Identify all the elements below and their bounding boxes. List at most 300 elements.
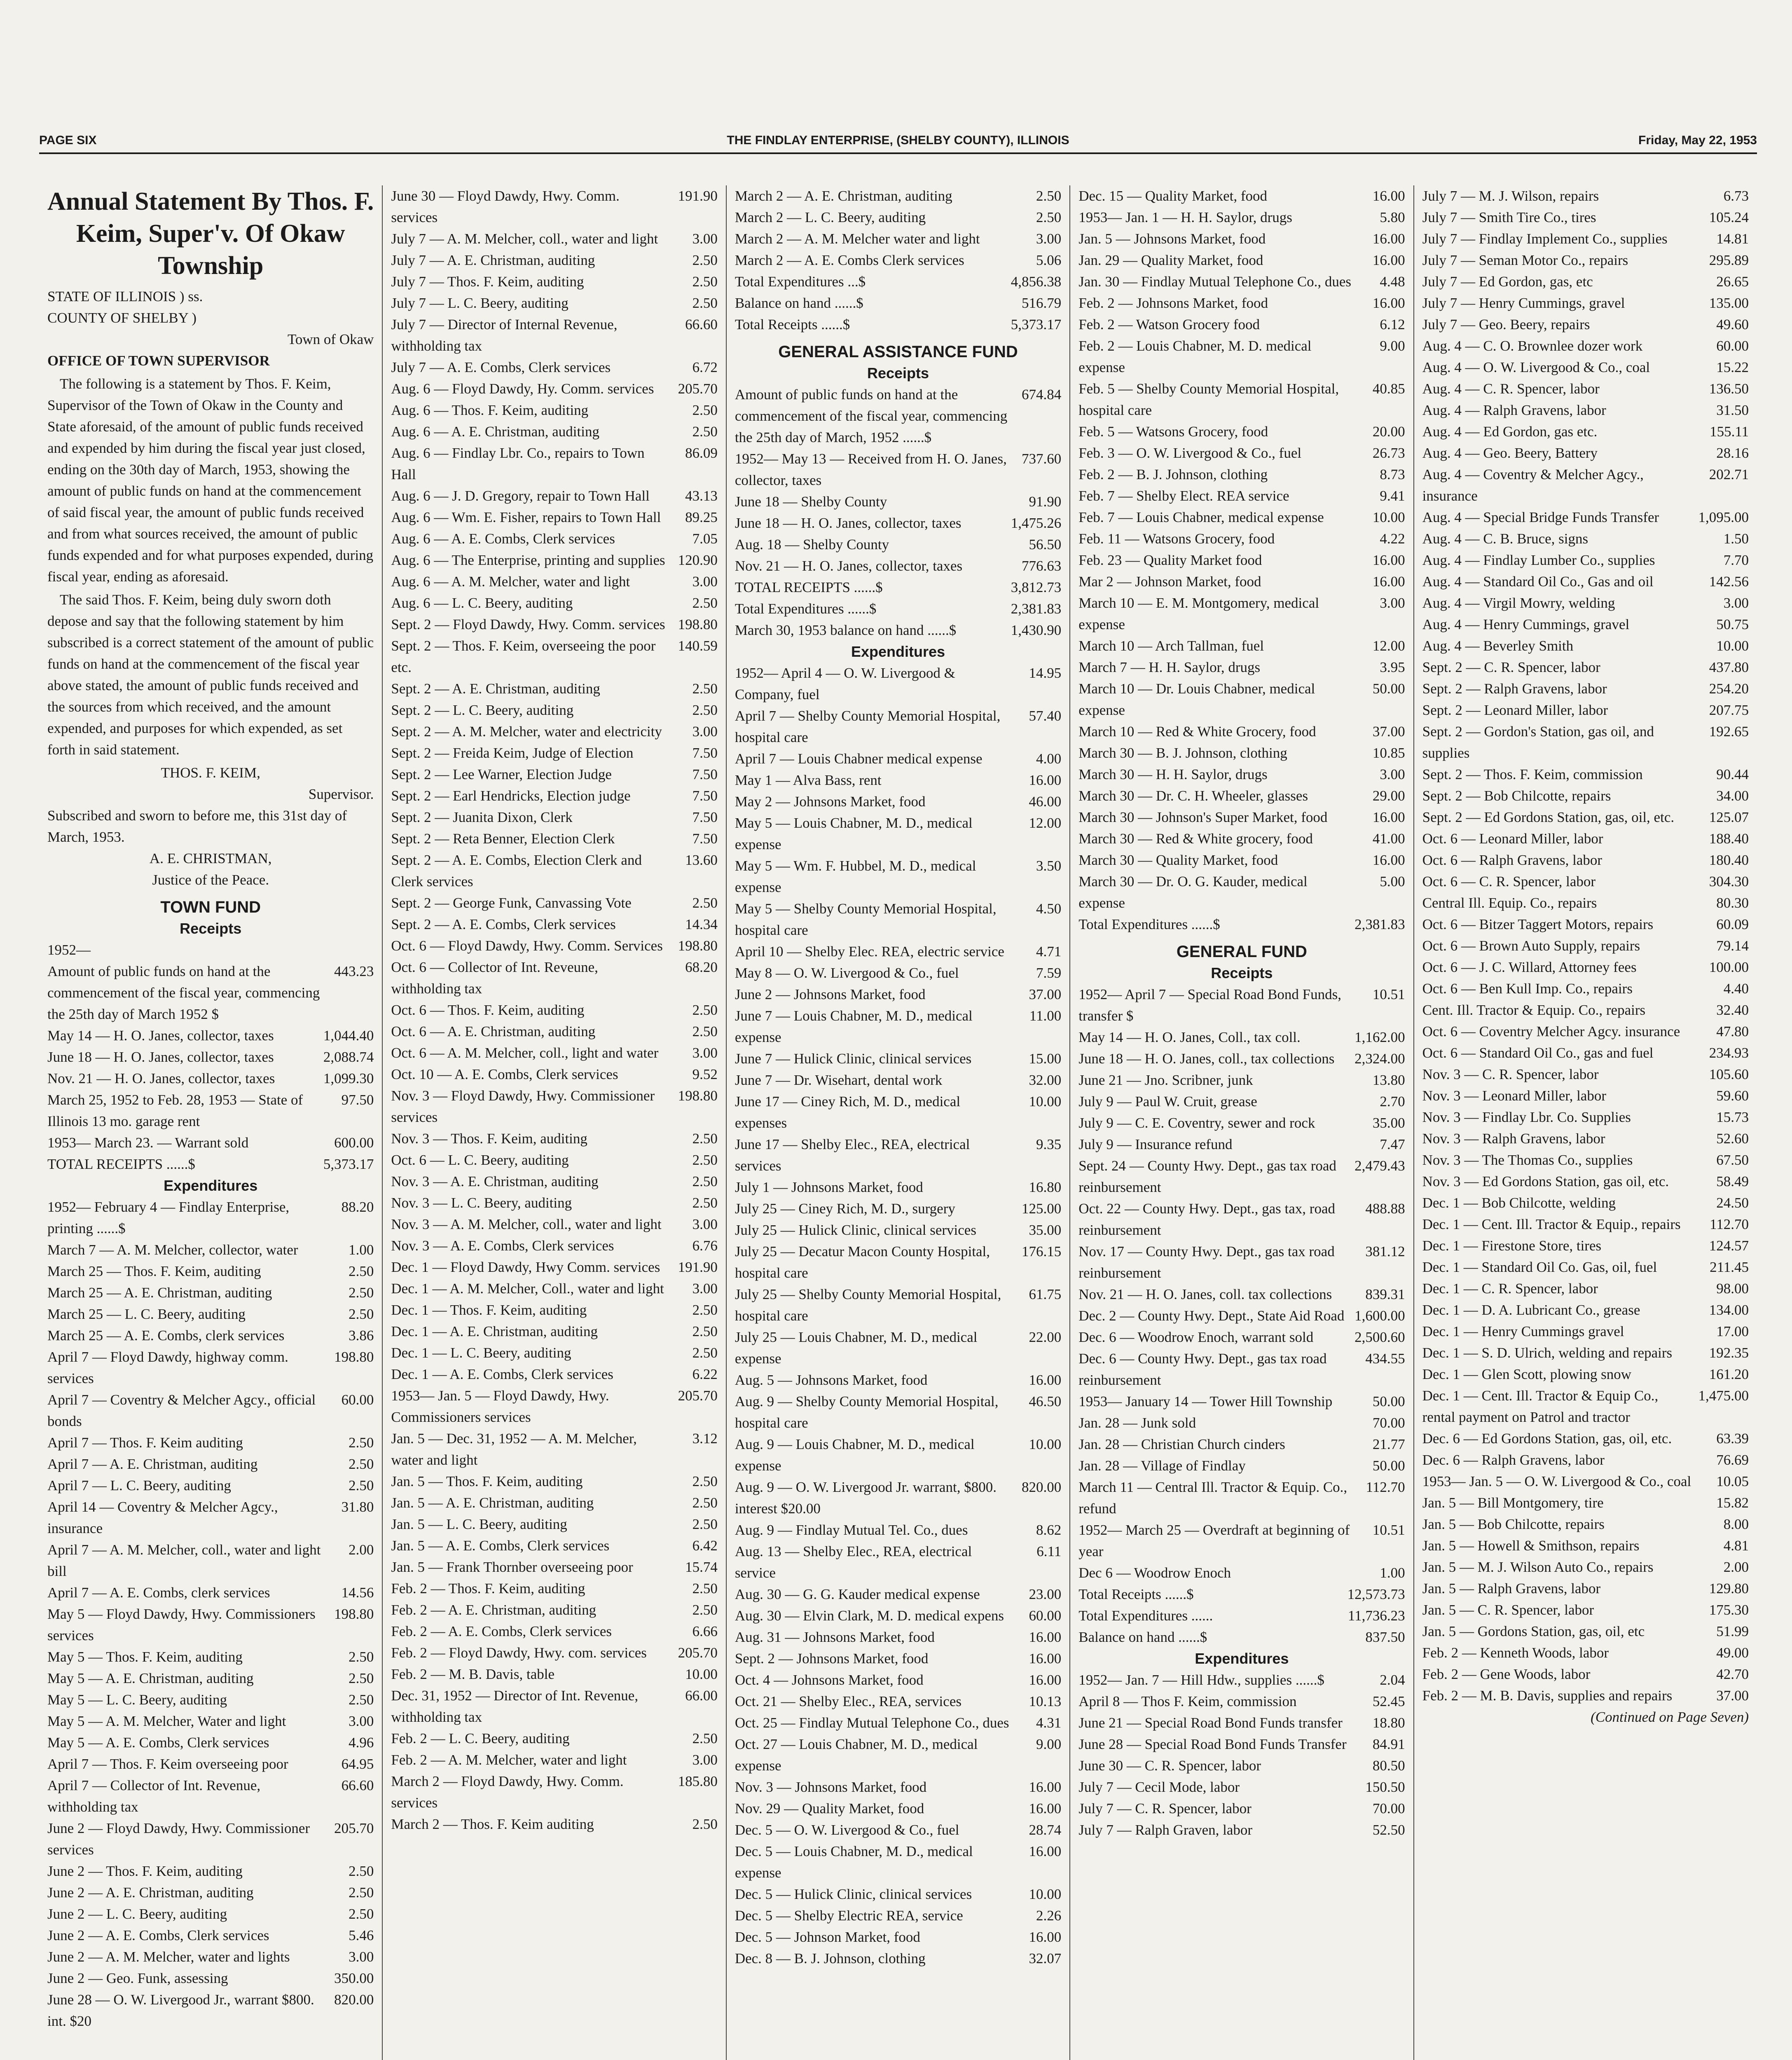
entry-amount: 350.00: [334, 1970, 374, 1986]
entry-description: Sept. 2 — Bob Chilcotte, repairs: [1422, 788, 1611, 804]
entry-row: [47, 1946, 374, 1968]
entry-amount: 2.50: [349, 1477, 374, 1494]
entry-description: April 7 — Coventry & Melcher Agcy., official bonds: [47, 1392, 316, 1429]
entry-amount: 14.34: [685, 916, 718, 932]
entry-description: July 25 — Shelby County Memorial Hospital, hospital care: [735, 1286, 1001, 1324]
entry-amount: 3.00: [692, 1216, 718, 1232]
general-fund-expenditures: [1078, 1669, 1405, 1841]
entry-description: Nov. 3 — Johnsons Market, food: [735, 1779, 927, 1795]
entry-row: [735, 207, 1061, 228]
entry-row: [391, 935, 717, 957]
entry-row: [1422, 1235, 1749, 1257]
entry-description: July 25 — Ciney Rich, M. D., surgery: [735, 1201, 955, 1217]
entry-row: [1422, 250, 1749, 271]
entry-row: [1422, 293, 1749, 314]
entry-row: [391, 1321, 717, 1342]
entry-description: Aug. 6 — The Enterprise, printing and supplies: [391, 552, 665, 568]
entry-description: March 25 — A. E. Combs, clerk services: [47, 1327, 285, 1344]
entry-amount: 52.50: [1372, 1822, 1405, 1838]
entry-row: [1078, 1112, 1405, 1134]
entry-amount: 125.07: [1709, 809, 1749, 825]
entry-amount: 3.95: [1380, 659, 1405, 675]
entry-row: [47, 1968, 374, 1989]
entry-amount: 32.00: [1029, 1072, 1062, 1088]
entry-row: [1078, 1027, 1405, 1048]
entry-row: [1422, 614, 1749, 635]
column-4: [1070, 185, 1414, 2060]
entry-amount: 14.81: [1716, 231, 1749, 247]
entry-row: [735, 185, 1061, 207]
entry-amount: 6.22: [692, 1366, 718, 1382]
entry-amount: 10.00: [1372, 509, 1405, 525]
entry-row: [1422, 185, 1749, 207]
entry-row: [391, 892, 717, 914]
entry-amount: 488.88: [1365, 1201, 1405, 1217]
entry-amount: 2.50: [692, 402, 718, 418]
entry-row: [1078, 271, 1405, 293]
entry-row: [391, 1471, 717, 1492]
entry-amount: 3.00: [1036, 231, 1062, 247]
entry-row: [1078, 1477, 1405, 1519]
entry-description: Dec. 1 — D. A. Lubricant Co., grease: [1422, 1302, 1640, 1318]
entry-row: [1078, 764, 1405, 785]
entry-amount: 135.00: [1709, 295, 1749, 311]
entry-row: [391, 442, 717, 485]
entry-row: [1078, 1669, 1405, 1691]
entry-row: [1422, 1107, 1749, 1128]
entry-row: [735, 791, 1061, 812]
entry-amount: 192.35: [1709, 1345, 1749, 1361]
entry-description: July 7 — Seman Motor Co., repairs: [1422, 252, 1628, 268]
entry-description: June 18 — H. O. Janes, coll., tax collections: [1078, 1051, 1335, 1067]
entry-description: Nov. 29 — Quality Market, food: [735, 1800, 924, 1817]
entry-amount: 10.51: [1372, 1522, 1405, 1538]
entry-amount: 16.00: [1029, 1672, 1062, 1688]
entry-description: Total Expenditures ......: [1078, 1608, 1213, 1624]
entry-row: [47, 1582, 374, 1604]
page-number: PAGE SIX: [39, 133, 97, 147]
entry-description: Total Receipts ......$: [735, 316, 850, 332]
entry-description: Jan. 29 — Quality Market, food: [1078, 252, 1263, 268]
column-5: [1414, 185, 1757, 2060]
entry-row: [1422, 1257, 1749, 1278]
entry-row: [1078, 678, 1405, 721]
entry-amount: 434.55: [1365, 1351, 1405, 1367]
entry-row: [391, 378, 717, 400]
entry-row: [391, 1728, 717, 1749]
entry-row: [47, 1025, 374, 1046]
entry-description: Jan. 28 — Village of Findlay: [1078, 1458, 1246, 1474]
entry-amount: 105.60: [1709, 1066, 1749, 1082]
entry-description: June 7 — Louis Chabner, M. D., medical expense: [735, 1008, 973, 1045]
entry-row: [1422, 1042, 1749, 1064]
entry-amount: 4,856.38: [1011, 274, 1062, 290]
entry-description: Sept. 2 — George Funk, Canvassing Vote: [391, 895, 632, 911]
entry-amount: 2.50: [692, 1131, 718, 1147]
entry-row: [391, 1514, 717, 1535]
entry-description: March 25 — A. E. Christman, auditing: [47, 1285, 272, 1301]
entry-amount: 198.80: [334, 1349, 374, 1365]
entry-amount: 3.86: [349, 1327, 374, 1344]
entry-description: March 30, 1953 balance on hand ......$: [735, 622, 957, 638]
entry-row: [1422, 271, 1749, 293]
entry-amount: 304.30: [1709, 873, 1749, 890]
entry-description: Sept. 2 — Johnsons Market, food: [735, 1650, 929, 1667]
entry-row: [735, 1884, 1061, 1905]
entry-row: [1422, 1471, 1749, 1492]
entry-row: [735, 1648, 1061, 1669]
entry-description: Feb. 2 — M. B. Davis, supplies and repairs: [1422, 1688, 1673, 1704]
entry-row: [47, 1346, 374, 1389]
entry-description: Sept. 2 — Ralph Gravens, labor: [1422, 681, 1607, 697]
entry-description: Oct. 6 — Collector of Int. Reveune, withholding tax: [391, 959, 598, 997]
entry-row: [1078, 293, 1405, 314]
entry-description: Aug. 4 — C. R. Spencer, labor: [1422, 381, 1600, 397]
entry-amount: 80.50: [1372, 1758, 1405, 1774]
entry-description: Jan. 5 — L. C. Beery, auditing: [391, 1516, 567, 1532]
entry-amount: 29.00: [1372, 788, 1405, 804]
entry-amount: 61.75: [1029, 1286, 1062, 1302]
entry-description: April 7 — Shelby County Memorial Hospital, hospital care: [735, 708, 1001, 745]
entry-row: [1422, 1192, 1749, 1214]
entry-description: Sept. 2 — Thos. F. Keim, overseeing the poor etc.: [391, 638, 656, 675]
entry-amount: 22.00: [1029, 1329, 1062, 1345]
entry-row: [391, 635, 717, 678]
entry-row: [47, 1539, 374, 1582]
entry-row: [1078, 250, 1405, 271]
entry-row: [1422, 935, 1749, 957]
entry-amount: 3.50: [1036, 858, 1062, 874]
entry-amount: 98.00: [1716, 1280, 1749, 1297]
entry-amount: 2.50: [692, 1516, 718, 1532]
entry-row: [735, 598, 1061, 620]
entry-description: July 1 — Johnsons Market, food: [735, 1179, 923, 1195]
entry-amount: 211.45: [1710, 1259, 1749, 1275]
entry-row: [735, 1220, 1061, 1241]
entry-description: 1953— Jan. 5 — Floyd Dawdy, Hwy. Commissioners services: [391, 1388, 609, 1425]
town-fund-expenditures-end: [735, 185, 1061, 271]
entry-description: Sept. 2 — Reta Benner, Election Clerk: [391, 831, 615, 847]
entry-description: May 5 — A. E. Combs, Clerk services: [47, 1735, 269, 1751]
entry-amount: 10.13: [1029, 1693, 1062, 1709]
entry-row: [735, 984, 1061, 1005]
entry-description: April 7 — Collector of Int. Revenue, withholding tax: [47, 1777, 261, 1815]
entry-amount: 5.46: [349, 1927, 374, 1943]
county-line: COUNTY OF SHELBY ): [47, 310, 197, 326]
entry-amount: 86.09: [685, 445, 718, 461]
entry-description: July 7 — Smith Tire Co., tires: [1422, 209, 1596, 225]
entry-row: [391, 1428, 717, 1471]
entry-description: Jan. 5 — Frank Thornber overseeing poor: [391, 1559, 633, 1575]
entry-row: [735, 1927, 1061, 1948]
entry-description: Nov. 3 — The Thomas Co., supplies: [1422, 1152, 1633, 1168]
entry-amount: 35.00: [1372, 1115, 1405, 1131]
entry-row: [47, 1475, 374, 1496]
entry-amount: 3.00: [692, 1752, 718, 1768]
entry-description: July 25 — Decatur Macon County Hospital, hospital care: [735, 1243, 990, 1281]
entry-description: Aug. 30 — G. G. Kauder medical expense: [735, 1586, 980, 1602]
entry-description: April 7 — Thos. F. Keim auditing: [47, 1435, 243, 1451]
entry-amount: 112.70: [1366, 1479, 1405, 1495]
entry-amount: 2,381.83: [1011, 601, 1062, 617]
entry-description: Oct. 6 — Standard Oil Co., gas and fuel: [1422, 1045, 1654, 1061]
entry-row: [1078, 1305, 1405, 1327]
entry-amount: 7.59: [1036, 965, 1062, 981]
entry-row: [1422, 335, 1749, 357]
entry-description: Aug. 6 — L. C. Beery, auditing: [391, 595, 573, 611]
entry-row: [735, 1327, 1061, 1369]
entry-description: March 30 — Johnson's Super Market, food: [1078, 809, 1328, 825]
entry-amount: 4.71: [1036, 943, 1062, 960]
entry-row: [1078, 528, 1405, 550]
entry-amount: 18.80: [1372, 1715, 1405, 1731]
entry-row: [1078, 1755, 1405, 1777]
entry-description: Sept. 2 — Earl Hendricks, Election judge: [391, 788, 631, 804]
entry-description: March 25 — Thos. F. Keim, auditing: [47, 1263, 261, 1279]
entry-amount: 5.06: [1036, 252, 1062, 268]
entry-description: March 30 — H. H. Saylor, drugs: [1078, 766, 1268, 782]
entry-row: [735, 1712, 1061, 1734]
entry-description: Jan. 5 — Howell & Smithson, repairs: [1422, 1538, 1640, 1554]
entry-row: [1422, 357, 1749, 378]
entry-row: [47, 1089, 374, 1132]
general-fund-balance: [1078, 1627, 1405, 1648]
entry-amount: 192.65: [1709, 723, 1749, 740]
entry-amount: 9.35: [1036, 1136, 1062, 1152]
entry-amount: 76.69: [1716, 1452, 1749, 1468]
entry-row: [735, 1070, 1061, 1091]
entry-description: Nov. 21 — H. O. Janes, collector, taxes: [47, 1070, 275, 1086]
entry-amount: 32.07: [1029, 1950, 1062, 1966]
entry-description: Aug. 4 — Henry Cummings, gravel: [1422, 616, 1630, 632]
entry-description: Oct. 6 — J. C. Willard, Attorney fees: [1422, 959, 1637, 975]
entry-row: [1422, 1299, 1749, 1321]
entry-amount: 7.50: [692, 809, 718, 825]
entry-row: [47, 1132, 374, 1154]
entry-amount: 3.00: [1380, 766, 1405, 782]
entry-amount: 198.80: [678, 938, 718, 954]
town-fund-total-receipts: [735, 314, 1061, 335]
entry-row: [1422, 807, 1749, 828]
subscribed-line: Subscribed and sworn to before me, this 31st day of March, 1953.: [47, 808, 347, 845]
entry-row: [391, 485, 717, 507]
entry-row: [735, 1477, 1061, 1519]
entry-amount: 12.00: [1029, 815, 1062, 831]
entry-description: Nov. 3 — Thos. F. Keim, auditing: [391, 1131, 587, 1147]
entry-description: July 7 — M. J. Wilson, repairs: [1422, 188, 1599, 204]
entry-description: Dec. 5 — Shelby Electric REA, service: [735, 1908, 963, 1924]
entry-description: Sept. 2 — Leonard Miller, labor: [1422, 702, 1608, 718]
entry-amount: 5,373.17: [1011, 316, 1062, 332]
entry-description: Aug. 6 — A. E. Combs, Clerk services: [391, 531, 615, 547]
entry-description: Aug. 4 — Special Bridge Funds Transfer: [1422, 509, 1659, 525]
entry-row: [391, 357, 717, 378]
entry-description: Sept. 2 — Thos. F. Keim, commission: [1422, 766, 1643, 782]
entry-amount: 2,381.83: [1355, 916, 1405, 932]
entry-row: [47, 1711, 374, 1732]
entry-description: Nov. 17 — County Hwy. Dept., gas tax road reinbursement: [1078, 1243, 1335, 1281]
entry-row: [1078, 742, 1405, 764]
entry-amount: 13.60: [685, 852, 718, 868]
entry-amount: 136.50: [1709, 381, 1749, 397]
entry-row: [47, 1646, 374, 1668]
entry-row: [735, 513, 1061, 534]
entry-description: March 30 — Red & White grocery, food: [1078, 831, 1313, 847]
entry-row: [1078, 464, 1405, 485]
entry-description: Feb. 5 — Watsons Grocery, food: [1078, 424, 1268, 440]
entry-row: [1078, 914, 1405, 935]
entry-row: [1422, 1514, 1749, 1535]
entry-row: [391, 1642, 717, 1664]
entry-amount: 3.00: [1723, 595, 1749, 611]
entry-description: May 14 — H. O. Janes, collector, taxes: [47, 1028, 274, 1044]
entry-amount: 16.00: [1372, 574, 1405, 590]
entry-row: [1422, 678, 1749, 700]
entry-amount: 120.90: [678, 552, 718, 568]
entry-row: [735, 1177, 1061, 1198]
entry-description: Oct. 6 — A. E. Christman, auditing: [391, 1023, 596, 1039]
entry-row: [391, 550, 717, 571]
entry-amount: 176.15: [1021, 1243, 1062, 1259]
entry-amount: 4.50: [1036, 901, 1062, 917]
entry-description: Sept. 2 — C. R. Spencer, labor: [1422, 659, 1600, 675]
entry-amount: 59.60: [1716, 1088, 1749, 1104]
entry-description: Dec. 6 — Woodrow Enoch, warrant sold: [1078, 1329, 1314, 1345]
entry-row: [391, 1685, 717, 1728]
entry-amount: 6.72: [692, 359, 718, 375]
entry-amount: 2.50: [692, 1173, 718, 1189]
entry-description: March 2 — A. E. Christman, auditing: [735, 188, 952, 204]
entry-row: [391, 700, 717, 721]
entry-row: [391, 1149, 717, 1171]
entry-description: Dec. 15 — Quality Market, food: [1078, 188, 1268, 204]
entry-row: [1422, 1664, 1749, 1685]
entry-amount: 10.00: [1029, 1436, 1062, 1452]
entry-amount: 7.50: [692, 788, 718, 804]
entry-description: Feb. 2 — Thos. F. Keim, auditing: [391, 1580, 585, 1596]
entry-description: Aug. 4 — Coventry & Melcher Agcy., insurance: [1422, 466, 1644, 504]
entry-amount: 10.00: [685, 1666, 718, 1682]
entry-row: [391, 1535, 717, 1557]
entry-description: Dec. 8 — B. J. Johnson, clothing: [735, 1950, 926, 1966]
entry-row: [47, 1261, 374, 1282]
entry-amount: 16.00: [1029, 772, 1062, 788]
entry-amount: 2.50: [692, 274, 718, 290]
general-fund-receipts-heading: Receipts: [1211, 964, 1273, 981]
entry-amount: 105.24: [1709, 209, 1749, 225]
entry-description: Dec. 1 — A. E. Combs, Clerk services: [391, 1366, 613, 1382]
entry-description: Aug. 6 — Findlay Lbr. Co., repairs to Town Hall: [391, 445, 645, 482]
entry-row: [1078, 1284, 1405, 1305]
entry-description: May 5 — L. C. Beery, auditing: [47, 1692, 227, 1708]
entry-amount: 2.50: [692, 1302, 718, 1318]
entry-description: Jan. 5 — A. E. Combs, Clerk services: [391, 1538, 610, 1554]
entry-amount: 180.40: [1709, 852, 1749, 868]
entry-row: [1078, 828, 1405, 850]
entry-description: Balance on hand ......$: [1078, 1629, 1207, 1645]
masthead: [39, 124, 1757, 154]
entry-amount: 2.50: [349, 1649, 374, 1665]
entry-amount: 21.77: [1372, 1436, 1405, 1452]
entry-amount: 7.47: [1380, 1136, 1405, 1152]
entry-amount: 2.50: [349, 1435, 374, 1451]
entry-row: [735, 1541, 1061, 1584]
entry-row: [391, 828, 717, 850]
entry-row: [391, 1192, 717, 1214]
entry-amount: 3.00: [349, 1949, 374, 1965]
entry-description: Oct. 6 — Brown Auto Supply, repairs: [1422, 938, 1640, 954]
town-line: Town of Okaw: [287, 331, 374, 347]
entry-amount: 205.70: [334, 1820, 374, 1836]
entry-description: Feb. 2 — Watson Grocery food: [1078, 316, 1260, 332]
entry-description: March 7 — A. M. Melcher, collector, water: [47, 1242, 298, 1258]
entry-amount: 58.49: [1716, 1173, 1749, 1189]
entry-description: Amount of public funds on hand at the commencement of the fiscal year, commencing the 25th day of March, 1952 ......$: [735, 386, 1008, 445]
entry-amount: 56.50: [1029, 536, 1062, 552]
entry-description: May 14 — H. O. Janes, Coll., tax coll.: [1078, 1029, 1301, 1045]
entry-row: [391, 293, 717, 314]
entry-amount: 2.50: [692, 252, 718, 268]
entry-description: Dec. 1 — Glen Scott, plowing snow: [1422, 1366, 1632, 1382]
entry-amount: 2.50: [692, 1580, 718, 1596]
entry-amount: 10.85: [1372, 745, 1405, 761]
entry-amount: 4.96: [349, 1735, 374, 1751]
entry-amount: 191.90: [678, 188, 718, 204]
entry-row: [1078, 592, 1405, 635]
entry-amount: 3.00: [692, 231, 718, 247]
justice-title: Justice of the Peace.: [152, 872, 269, 888]
entry-description: Aug. 6 — Thos. F. Keim, auditing: [391, 402, 589, 418]
entry-description: Nov. 3 — Floyd Dawdy, Hwy. Commissioner services: [391, 1088, 655, 1125]
entry-row: [1078, 785, 1405, 807]
entry-description: June 21 — Jno. Scribner, junk: [1078, 1072, 1253, 1088]
entry-row: [1078, 1134, 1405, 1155]
entry-amount: 1,430.90: [1011, 622, 1062, 638]
general-fund-expenditures-heading: Expenditures: [1195, 1650, 1289, 1667]
entry-description: June 2 — L. C. Beery, auditing: [47, 1906, 227, 1922]
entry-row: [47, 1496, 374, 1539]
entry-description: March 10 — Red & White Grocery, food: [1078, 723, 1316, 740]
entry-row: [1422, 850, 1749, 871]
entry-row: [735, 1198, 1061, 1220]
entry-description: Balance on hand ......$: [735, 295, 863, 311]
entry-row: [47, 1325, 374, 1346]
entry-description: April 8 — Thos F. Keim, commission: [1078, 1693, 1297, 1709]
entry-description: June 17 — Ciney Rich, M. D., medical expenses: [735, 1093, 961, 1131]
entry-description: June 2 — A. M. Melcher, water and lights: [47, 1949, 290, 1965]
entry-description: 1952— May 13 — Received from H. O. Janes, collector, taxes: [735, 451, 1007, 488]
entry-row: [1422, 871, 1749, 892]
entry-amount: 49.00: [1716, 1645, 1749, 1661]
entry-description: Cent. Ill. Tractor & Equip. Co., repairs: [1422, 1002, 1646, 1018]
entry-row: [1078, 1327, 1405, 1348]
entry-row: [1422, 314, 1749, 335]
entry-amount: 198.80: [678, 1088, 718, 1104]
entry-description: Aug. 31 — Johnsons Market, food: [735, 1629, 935, 1645]
entry-description: Aug. 4 — C. O. Brownlee dozer work: [1422, 338, 1643, 354]
entry-row: [1422, 1685, 1749, 1707]
entry-row: [1078, 1584, 1405, 1605]
entry-amount: 8.73: [1380, 466, 1405, 482]
column-1: [39, 185, 383, 2060]
entry-row: [735, 705, 1061, 748]
entry-amount: 10.00: [1716, 638, 1749, 654]
entry-description: March 25, 1952 to Feb. 28, 1953 — State of Illinois 13 mo. garage rent: [47, 1092, 303, 1129]
entry-amount: 51.99: [1716, 1623, 1749, 1639]
entry-row: [391, 807, 717, 828]
entry-row: [391, 271, 717, 293]
entry-amount: 2,500.60: [1355, 1329, 1405, 1345]
